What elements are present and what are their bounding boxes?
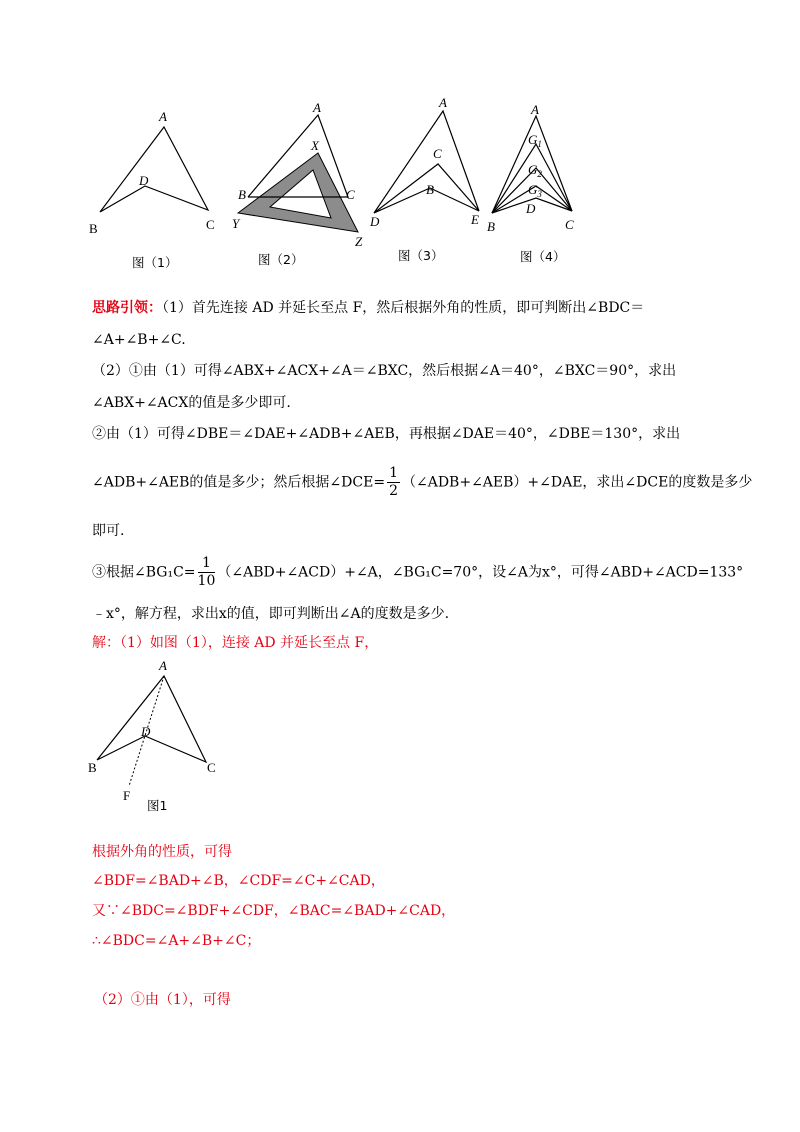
hint-line-1 — [92, 298, 644, 318]
fig2-label-a: A — [313, 100, 321, 115]
hint-line-6 — [92, 465, 752, 500]
fig4-label-b: B — [487, 219, 495, 234]
figure-4-caption: 图（4） — [520, 249, 566, 264]
figure-4-drawing — [484, 100, 594, 268]
fig2-label-b: B — [238, 187, 246, 202]
figs-label-f: F — [123, 788, 131, 803]
fig1-label-c: C — [206, 217, 215, 232]
figure-4 — [484, 100, 594, 268]
figs-label-b: B — [88, 760, 97, 775]
solution-line-1: 解：（1）如图（1），连接 AD 并延长至点 F， — [92, 635, 379, 651]
figure-1 — [85, 105, 225, 270]
figure-1-drawing — [85, 105, 225, 270]
fig3-label-d: D — [370, 214, 380, 229]
fig3-label-b: B — [426, 182, 434, 197]
hint-line-7: 即可. — [92, 523, 125, 539]
fraction-tenth-num: 1 — [198, 555, 216, 573]
solution-line-5: ∴∠BDC=∠A+∠B+∠C； — [92, 933, 261, 949]
solution-line-6: （2）①由（1），可得 — [94, 992, 231, 1008]
solution-figure-drawing — [85, 658, 225, 818]
fraction-tenth — [198, 555, 216, 590]
solution-line-3: ∠BDF=∠BAD+∠B，∠CDF=∠C+∠CAD， — [92, 873, 385, 889]
hint-text-8b: （∠ABD+∠ACD）+∠A，∠BG₁C=70°，设∠A为x°，可得∠ABD+∠ACD=133° — [217, 564, 744, 581]
hint-text-1: （1）首先连接 AD 并延长至点 F，然后根据外角的性质，即可判断出∠BDC＝ — [162, 300, 645, 316]
fraction-half-num: 1 — [389, 465, 398, 481]
fig1-label-a: A — [159, 109, 167, 124]
figure-2 — [228, 100, 378, 270]
hint-line-8 — [92, 555, 743, 590]
fig3-label-e: E — [471, 212, 479, 227]
figure-3-caption: 图（3） — [398, 248, 444, 263]
fig2-label-y: Y — [232, 216, 240, 231]
hint-line-9: ﹣x°，解方程，求出x的值，即可判断出∠A的度数是多少. — [92, 606, 450, 622]
fraction-half-den: 2 — [389, 483, 398, 499]
fig4-label-a: A — [531, 102, 539, 117]
figure-1-caption: 图（1） — [132, 255, 178, 270]
fraction-tenth-den: 10 — [197, 573, 216, 589]
fig3-label-c: C — [433, 146, 442, 161]
figure-3 — [366, 96, 496, 266]
fig4-label-g1: $G_1$ — [528, 132, 542, 149]
fig1-label-d: D — [139, 173, 149, 188]
hint-text-6a: ∠ADB+∠AEB的值是多少；然后根据∠DCE= — [92, 474, 386, 491]
fig4-label-d: D — [526, 201, 536, 216]
fraction-half — [387, 465, 400, 500]
fig3-label-a: A — [439, 95, 447, 110]
fig1-label-b: B — [89, 221, 98, 236]
fig4-label-g3: $G_3$ — [528, 182, 542, 199]
solution-figure-caption: 图1 — [147, 798, 168, 813]
hint-title: 思路引领： — [92, 300, 162, 316]
hint-text-8a: ③根据∠BG₁C= — [92, 564, 196, 581]
fig4-label-c: C — [565, 217, 574, 232]
figure-2-drawing — [228, 100, 378, 270]
hint-text-6b: （∠ADB+∠AEB）+∠DAE，求出∠DCE的度数是多少 — [401, 474, 753, 491]
figs-label-d: D — [141, 724, 151, 739]
hint-line-3: （2）①由（1）可得∠ABX+∠ACX+∠A＝∠BXC，然后根据∠A＝40°，∠BXC＝90°，求出 — [92, 363, 677, 379]
hint-line-4: ∠ABX+∠ACX的值是多少即可. — [92, 395, 291, 411]
figure-2-caption: 图（2） — [258, 252, 304, 267]
solution-line-4: 又∵∠BDC=∠BDF+∠CDF，∠BAC=∠BAD+∠CAD， — [92, 903, 456, 919]
figs-label-c: C — [207, 760, 216, 775]
hint-line-5: ②由（1）可得∠DBE＝∠DAE+∠ADB+∠AEB，再根据∠DAE＝40°，∠DBE＝130°，求出 — [92, 426, 681, 442]
fig2-label-c: C — [346, 187, 355, 202]
fig2-label-z: Z — [355, 234, 363, 249]
fig2-label-x: X — [311, 138, 319, 153]
solution-line-2: 根据外角的性质，可得 — [92, 844, 232, 860]
hint-line-2: ∠A+∠B+∠C. — [92, 332, 186, 348]
solution-figure — [85, 658, 225, 818]
fig4-label-g2: $G_2$ — [528, 162, 542, 179]
figure-3-drawing — [366, 96, 496, 266]
figs-label-a: A — [159, 658, 167, 673]
